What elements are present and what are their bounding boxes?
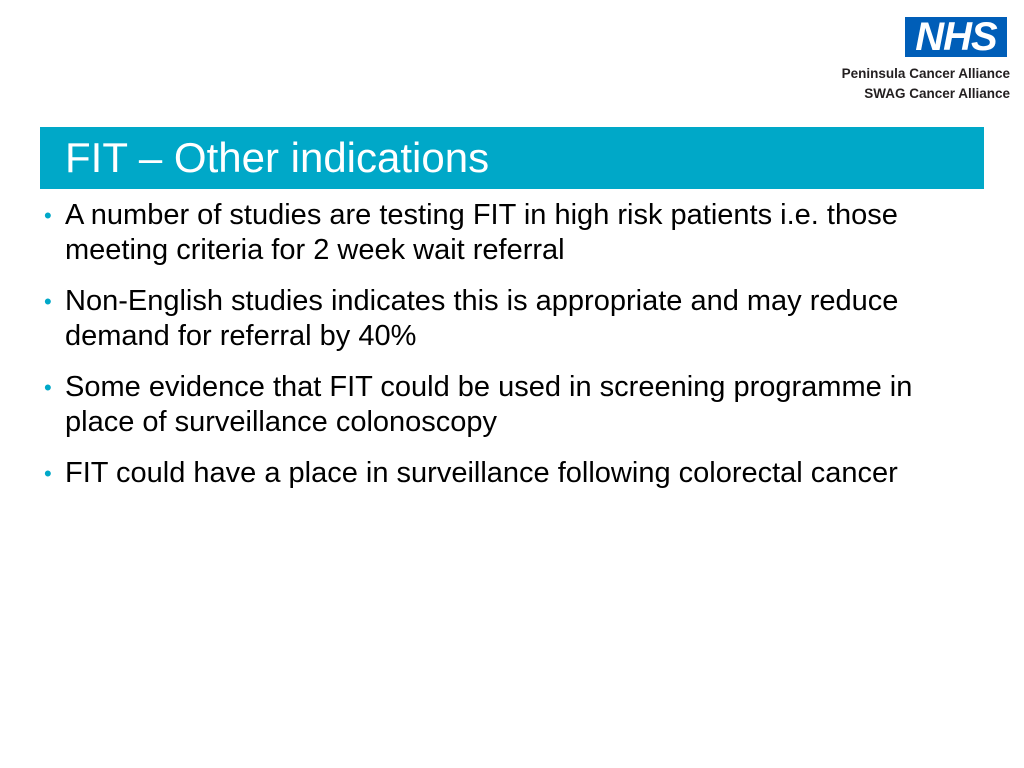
- bullet-item: [40, 284, 980, 354]
- bullet-item: [40, 198, 980, 268]
- bullet-text: A number of studies are testing FIT in high risk patients i.e. those meeting criteria for 2 week wait referral: [65, 199, 898, 266]
- alliance-name-swag: SWAG Cancer Alliance: [864, 86, 1010, 101]
- header-logo-block: [842, 17, 1010, 104]
- bullet-item: [40, 370, 980, 440]
- slide-title-bar: [40, 127, 984, 189]
- alliance-names: [842, 64, 1010, 104]
- bullet-text: Non-English studies indicates this is appropriate and may reduce demand for referral by 40%: [65, 285, 899, 352]
- bullet-list: [40, 198, 980, 507]
- nhs-logo: NHS: [905, 17, 1007, 57]
- bullet-marker-icon: •: [44, 289, 52, 314]
- bullet-item: [40, 456, 980, 491]
- bullet-text: FIT could have a place in surveillance following colorectal cancer: [65, 457, 898, 489]
- bullet-text: Some evidence that FIT could be used in screening programme in place of surveillance colonoscopy: [65, 371, 913, 438]
- bullet-marker-icon: •: [44, 461, 52, 486]
- bullet-marker-icon: •: [44, 375, 52, 400]
- slide-title: FIT – Other indications: [65, 134, 490, 181]
- bullet-marker-icon: •: [44, 203, 52, 228]
- alliance-name-peninsula: Peninsula Cancer Alliance: [841, 66, 1010, 81]
